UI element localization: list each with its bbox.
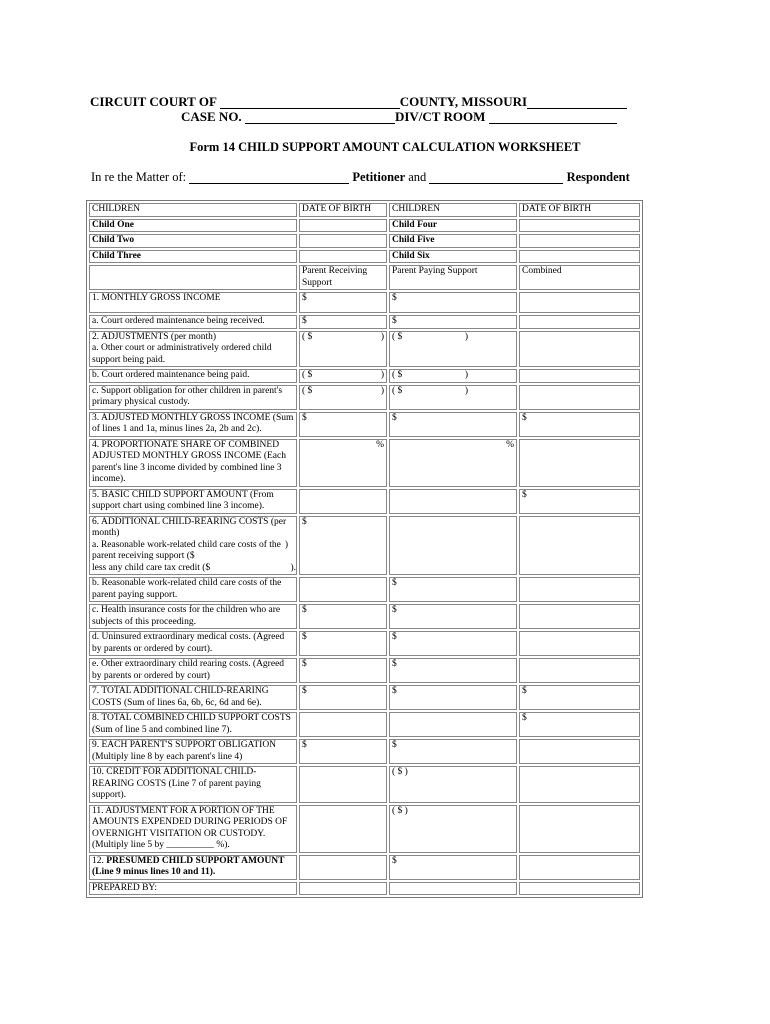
divct-blank[interactable] xyxy=(489,111,617,124)
dollar-sign: $ xyxy=(392,578,397,588)
county-label: COUNTY, MISSOURI xyxy=(399,94,528,109)
matter-line xyxy=(91,170,630,184)
child-dob-field[interactable] xyxy=(519,250,640,264)
line-label: 3. ADJUSTED MONTHLY GROSS INCOME (Sum of lines 1 and 1a, minus lines 2a, 2b and 2c). xyxy=(89,412,297,437)
child-dob-field[interactable] xyxy=(299,250,387,264)
prepared-by-row xyxy=(89,882,640,896)
dollar-sign: $ xyxy=(392,293,397,303)
receiving-field xyxy=(299,805,387,853)
paying-field[interactable] xyxy=(389,439,517,487)
receiving-field xyxy=(299,855,387,880)
combined-field xyxy=(519,331,640,368)
dollar-sign: $ xyxy=(302,412,307,423)
adjustment-amount: ( $ ) xyxy=(392,805,408,816)
prepared-by-field[interactable] xyxy=(519,882,640,896)
dollar-sign: $ xyxy=(302,632,307,642)
close-paren: ) xyxy=(380,385,384,396)
child-dob-field[interactable] xyxy=(299,234,387,248)
line-11 xyxy=(89,805,640,853)
combined-field[interactable] xyxy=(519,712,640,737)
line-4 xyxy=(89,439,640,487)
receiving-field xyxy=(299,489,387,514)
receiving-field[interactable] xyxy=(299,604,387,629)
close-paren: ) xyxy=(380,331,384,342)
case-line xyxy=(181,110,617,124)
dollar-sign: $ xyxy=(522,713,527,723)
line-label: d. Uninsured extraordinary medical costs. (Agreed by parents or ordered by court). xyxy=(89,631,297,656)
line-label: 7. TOTAL ADDITIONAL CHILD-REARING COSTS (Sum of lines 6a, 6b, 6c, 6d and 6e). xyxy=(89,685,297,710)
court-prefix: CIRCUIT COURT OF xyxy=(90,94,217,109)
combined-field[interactable] xyxy=(519,685,640,710)
line-label: c. Support obligation for other children in parent's primary physical custody. xyxy=(89,385,297,410)
receiving-field[interactable] xyxy=(299,685,387,710)
paying-field[interactable] xyxy=(389,604,517,629)
worksheet-table xyxy=(86,200,643,898)
case-no-label: CASE NO. xyxy=(181,109,242,124)
receiving-field[interactable] xyxy=(299,412,387,437)
line-label: b. Court ordered maintenance being paid. xyxy=(89,369,297,383)
paying-field[interactable] xyxy=(389,315,517,329)
child-row xyxy=(89,219,640,233)
combined-field xyxy=(519,766,640,803)
petitioner-label: Petitioner xyxy=(352,170,406,184)
prepared-by-field[interactable] xyxy=(299,882,387,896)
line-label: 5. BASIC CHILD SUPPORT AMOUNT (From support chart using combined line 3 income). xyxy=(89,489,297,514)
line-6b xyxy=(89,577,640,602)
child-name: Child One xyxy=(89,219,297,233)
combined-field[interactable] xyxy=(519,412,640,437)
dollar-sign: $ xyxy=(392,659,397,669)
combined-field xyxy=(519,604,640,629)
receiving-field[interactable] xyxy=(299,331,387,368)
line-label xyxy=(89,516,297,576)
line-7 xyxy=(89,685,640,710)
dollar-sign: $ xyxy=(392,740,397,750)
form-title: Form 14 CHILD SUPPORT AMOUNT CALCULATION WORKSHEET xyxy=(189,140,581,154)
receiving-field[interactable] xyxy=(299,516,387,576)
line-1 xyxy=(89,292,640,313)
dollar-sign: $ xyxy=(302,316,307,326)
prepared-by-label: PREPARED BY: xyxy=(89,882,297,896)
line-8 xyxy=(89,712,640,737)
line-2 xyxy=(89,331,640,368)
petitioner-blank[interactable] xyxy=(189,171,349,184)
dollar-sign: $ xyxy=(302,659,307,669)
court-header-line xyxy=(90,95,627,109)
line-12 xyxy=(89,855,640,880)
line-6 xyxy=(89,516,640,576)
col-children-right: CHILDREN xyxy=(389,203,517,217)
line-label: 11. ADJUSTMENT FOR A PORTION OF THE AMOUNTS EXPENDED DURING PERIODS OF OVERNIGHT VISITATION OR CUSTODY. (Multiply line 5 by __________ %). xyxy=(89,805,297,853)
matter-prefix: In re the Matter of: xyxy=(91,170,187,184)
line-6c xyxy=(89,604,640,629)
line-label: 10. CREDIT FOR ADDITIONAL CHILD-REARING COSTS (Line 7 of parent paying support). xyxy=(89,766,297,803)
receiving-field[interactable] xyxy=(299,369,387,383)
line-1a xyxy=(89,315,640,329)
combined-field xyxy=(519,369,640,383)
parent-columns-row xyxy=(89,265,640,290)
line-label: 8. TOTAL COMBINED CHILD SUPPORT COSTS (Sum of line 5 and combined line 7). xyxy=(89,712,297,737)
combined-field xyxy=(519,631,640,656)
dollar-sign: $ xyxy=(392,412,397,423)
line-label xyxy=(89,855,297,880)
line-6a-credit-text: less any child care tax credit ($ xyxy=(92,562,211,573)
open-paren: ( $ xyxy=(392,370,403,380)
open-paren: ( $ xyxy=(392,385,403,396)
child-row xyxy=(89,250,640,264)
paying-field[interactable] xyxy=(389,739,517,764)
line-label: a. Court ordered maintenance being received. xyxy=(89,315,297,329)
receiving-field[interactable] xyxy=(299,292,387,313)
line-9 xyxy=(89,739,640,764)
line-2a-label: a. Other court or administratively ordered child support being paid. xyxy=(92,343,272,365)
col-paying: Parent Paying Support xyxy=(389,265,517,290)
child-dob-field[interactable] xyxy=(299,219,387,233)
respondent-label: Respondent xyxy=(566,170,630,184)
line-12-number: 12. xyxy=(92,855,104,866)
close-paren: ) xyxy=(380,370,384,380)
receiving-field xyxy=(299,577,387,602)
open-paren: ( $ xyxy=(392,331,403,342)
blank-cell xyxy=(89,265,297,290)
dollar-sign: $ xyxy=(392,686,397,696)
line-6a-credit-close: ). xyxy=(290,562,296,573)
combined-field[interactable] xyxy=(519,489,640,514)
paying-field[interactable] xyxy=(389,412,517,437)
paying-field[interactable] xyxy=(389,385,517,410)
paying-field[interactable] xyxy=(389,369,517,383)
dollar-sign: $ xyxy=(302,740,307,750)
line-6a-close: ) xyxy=(284,539,288,550)
combined-field xyxy=(519,739,640,764)
col-receiving: Parent Receiving Support xyxy=(299,265,387,290)
case-no-blank[interactable] xyxy=(245,111,395,124)
county-blank[interactable] xyxy=(220,96,400,109)
line-label: 9. EACH PARENT'S SUPPORT OBLIGATION (Multiply line 8 by each parent's line 4) xyxy=(89,739,297,764)
line-2-heading: 2. ADJUSTMENTS (per month) xyxy=(92,331,217,342)
combined-field xyxy=(519,516,640,576)
receiving-field xyxy=(299,766,387,803)
paying-field xyxy=(389,516,517,576)
line-2c xyxy=(89,385,640,410)
col-dob-right: DATE OF BIRTH xyxy=(519,203,640,217)
line-6a-text: a. Reasonable work-related child care costs of the parent receiving support ($ xyxy=(92,539,281,561)
paying-field[interactable] xyxy=(389,766,517,803)
receiving-field[interactable] xyxy=(299,315,387,329)
receiving-field[interactable] xyxy=(299,439,387,487)
paying-field xyxy=(389,489,517,514)
line-3 xyxy=(89,412,640,437)
line-12-text: PRESUMED CHILD SUPPORT AMOUNT (Line 9 minus lines 10 and 11). xyxy=(92,855,285,877)
line-label xyxy=(89,331,297,368)
line-6d xyxy=(89,631,640,656)
combined-field xyxy=(519,577,640,602)
dollar-sign: $ xyxy=(522,686,527,696)
close-paren: ) xyxy=(464,370,468,380)
receiving-field[interactable] xyxy=(299,739,387,764)
col-dob: DATE OF BIRTH xyxy=(299,203,387,217)
receiving-field[interactable] xyxy=(299,658,387,683)
prepared-by-field[interactable] xyxy=(389,882,517,896)
paying-field[interactable] xyxy=(389,805,517,853)
line-label: 4. PROPORTIONATE SHARE OF COMBINED ADJUSTED MONTHLY GROSS INCOME (Each parent's line 3 income divided by combined line 3 income). xyxy=(89,439,297,487)
child-name: Child Six xyxy=(389,250,517,264)
line-5 xyxy=(89,489,640,514)
open-paren: ( $ xyxy=(302,331,313,342)
dollar-sign: $ xyxy=(302,293,307,303)
paying-field[interactable] xyxy=(389,577,517,602)
divct-label: DIV/CT ROOM xyxy=(394,109,486,124)
child-name: Child Three xyxy=(89,250,297,264)
line-6e xyxy=(89,658,640,683)
combined-field xyxy=(519,385,640,410)
dollar-sign: $ xyxy=(522,489,527,500)
open-paren: ( $ xyxy=(302,370,313,380)
line-label: b. Reasonable work-related child care costs of the parent paying support. xyxy=(89,577,297,602)
dollar-sign: $ xyxy=(302,605,307,615)
credit-amount: ( $ ) xyxy=(392,767,408,777)
combined-field xyxy=(519,658,640,683)
and-label: and xyxy=(408,170,427,184)
child-name: Child Two xyxy=(89,234,297,248)
child-name: Child Five xyxy=(389,234,517,248)
line-label: 1. MONTHLY GROSS INCOME xyxy=(89,292,297,313)
receiving-field xyxy=(299,712,387,737)
paying-field xyxy=(389,712,517,737)
combined-field xyxy=(519,315,640,329)
child-name: Child Four xyxy=(389,219,517,233)
dollar-sign: $ xyxy=(392,605,397,615)
dollar-sign: $ xyxy=(392,632,397,642)
line-6a-part2 xyxy=(92,563,296,575)
receiving-field[interactable] xyxy=(299,385,387,410)
percent-sign: % xyxy=(506,439,514,450)
line-label: c. Health insurance costs for the children who are subjects of this proceeding. xyxy=(89,604,297,629)
dollar-sign: $ xyxy=(522,412,527,423)
dollar-sign: $ xyxy=(302,516,307,527)
child-dob-field[interactable] xyxy=(519,234,640,248)
line-label: e. Other extraordinary child rearing costs. (Agreed by parents or ordered by court) xyxy=(89,658,297,683)
child-row xyxy=(89,234,640,248)
combined-field xyxy=(519,855,640,880)
line-6a-part1 xyxy=(92,540,288,563)
paying-field[interactable] xyxy=(389,331,517,368)
close-paren: ) xyxy=(464,385,468,396)
dollar-sign: $ xyxy=(302,686,307,696)
open-paren: ( $ xyxy=(302,385,313,396)
children-header-row xyxy=(89,203,640,217)
col-children: CHILDREN xyxy=(89,203,297,217)
paying-field[interactable] xyxy=(389,658,517,683)
line-6-heading: 6. ADDITIONAL CHILD-REARING COSTS (per month) xyxy=(92,516,287,538)
line-10 xyxy=(89,766,640,803)
paying-field[interactable] xyxy=(389,855,517,880)
child-dob-field[interactable] xyxy=(519,219,640,233)
combined-field xyxy=(519,292,640,313)
percent-sign: % xyxy=(376,439,384,450)
close-paren: ) xyxy=(464,331,468,342)
line-2b xyxy=(89,369,640,383)
combined-field xyxy=(519,439,640,487)
dollar-sign: $ xyxy=(392,316,397,326)
col-combined: Combined xyxy=(519,265,640,290)
paying-field[interactable] xyxy=(389,685,517,710)
respondent-blank[interactable] xyxy=(429,171,563,184)
receiving-field[interactable] xyxy=(299,631,387,656)
dollar-sign: $ xyxy=(392,855,397,866)
combined-field xyxy=(519,805,640,853)
paying-field[interactable] xyxy=(389,292,517,313)
state-blank[interactable] xyxy=(527,96,627,109)
paying-field[interactable] xyxy=(389,631,517,656)
